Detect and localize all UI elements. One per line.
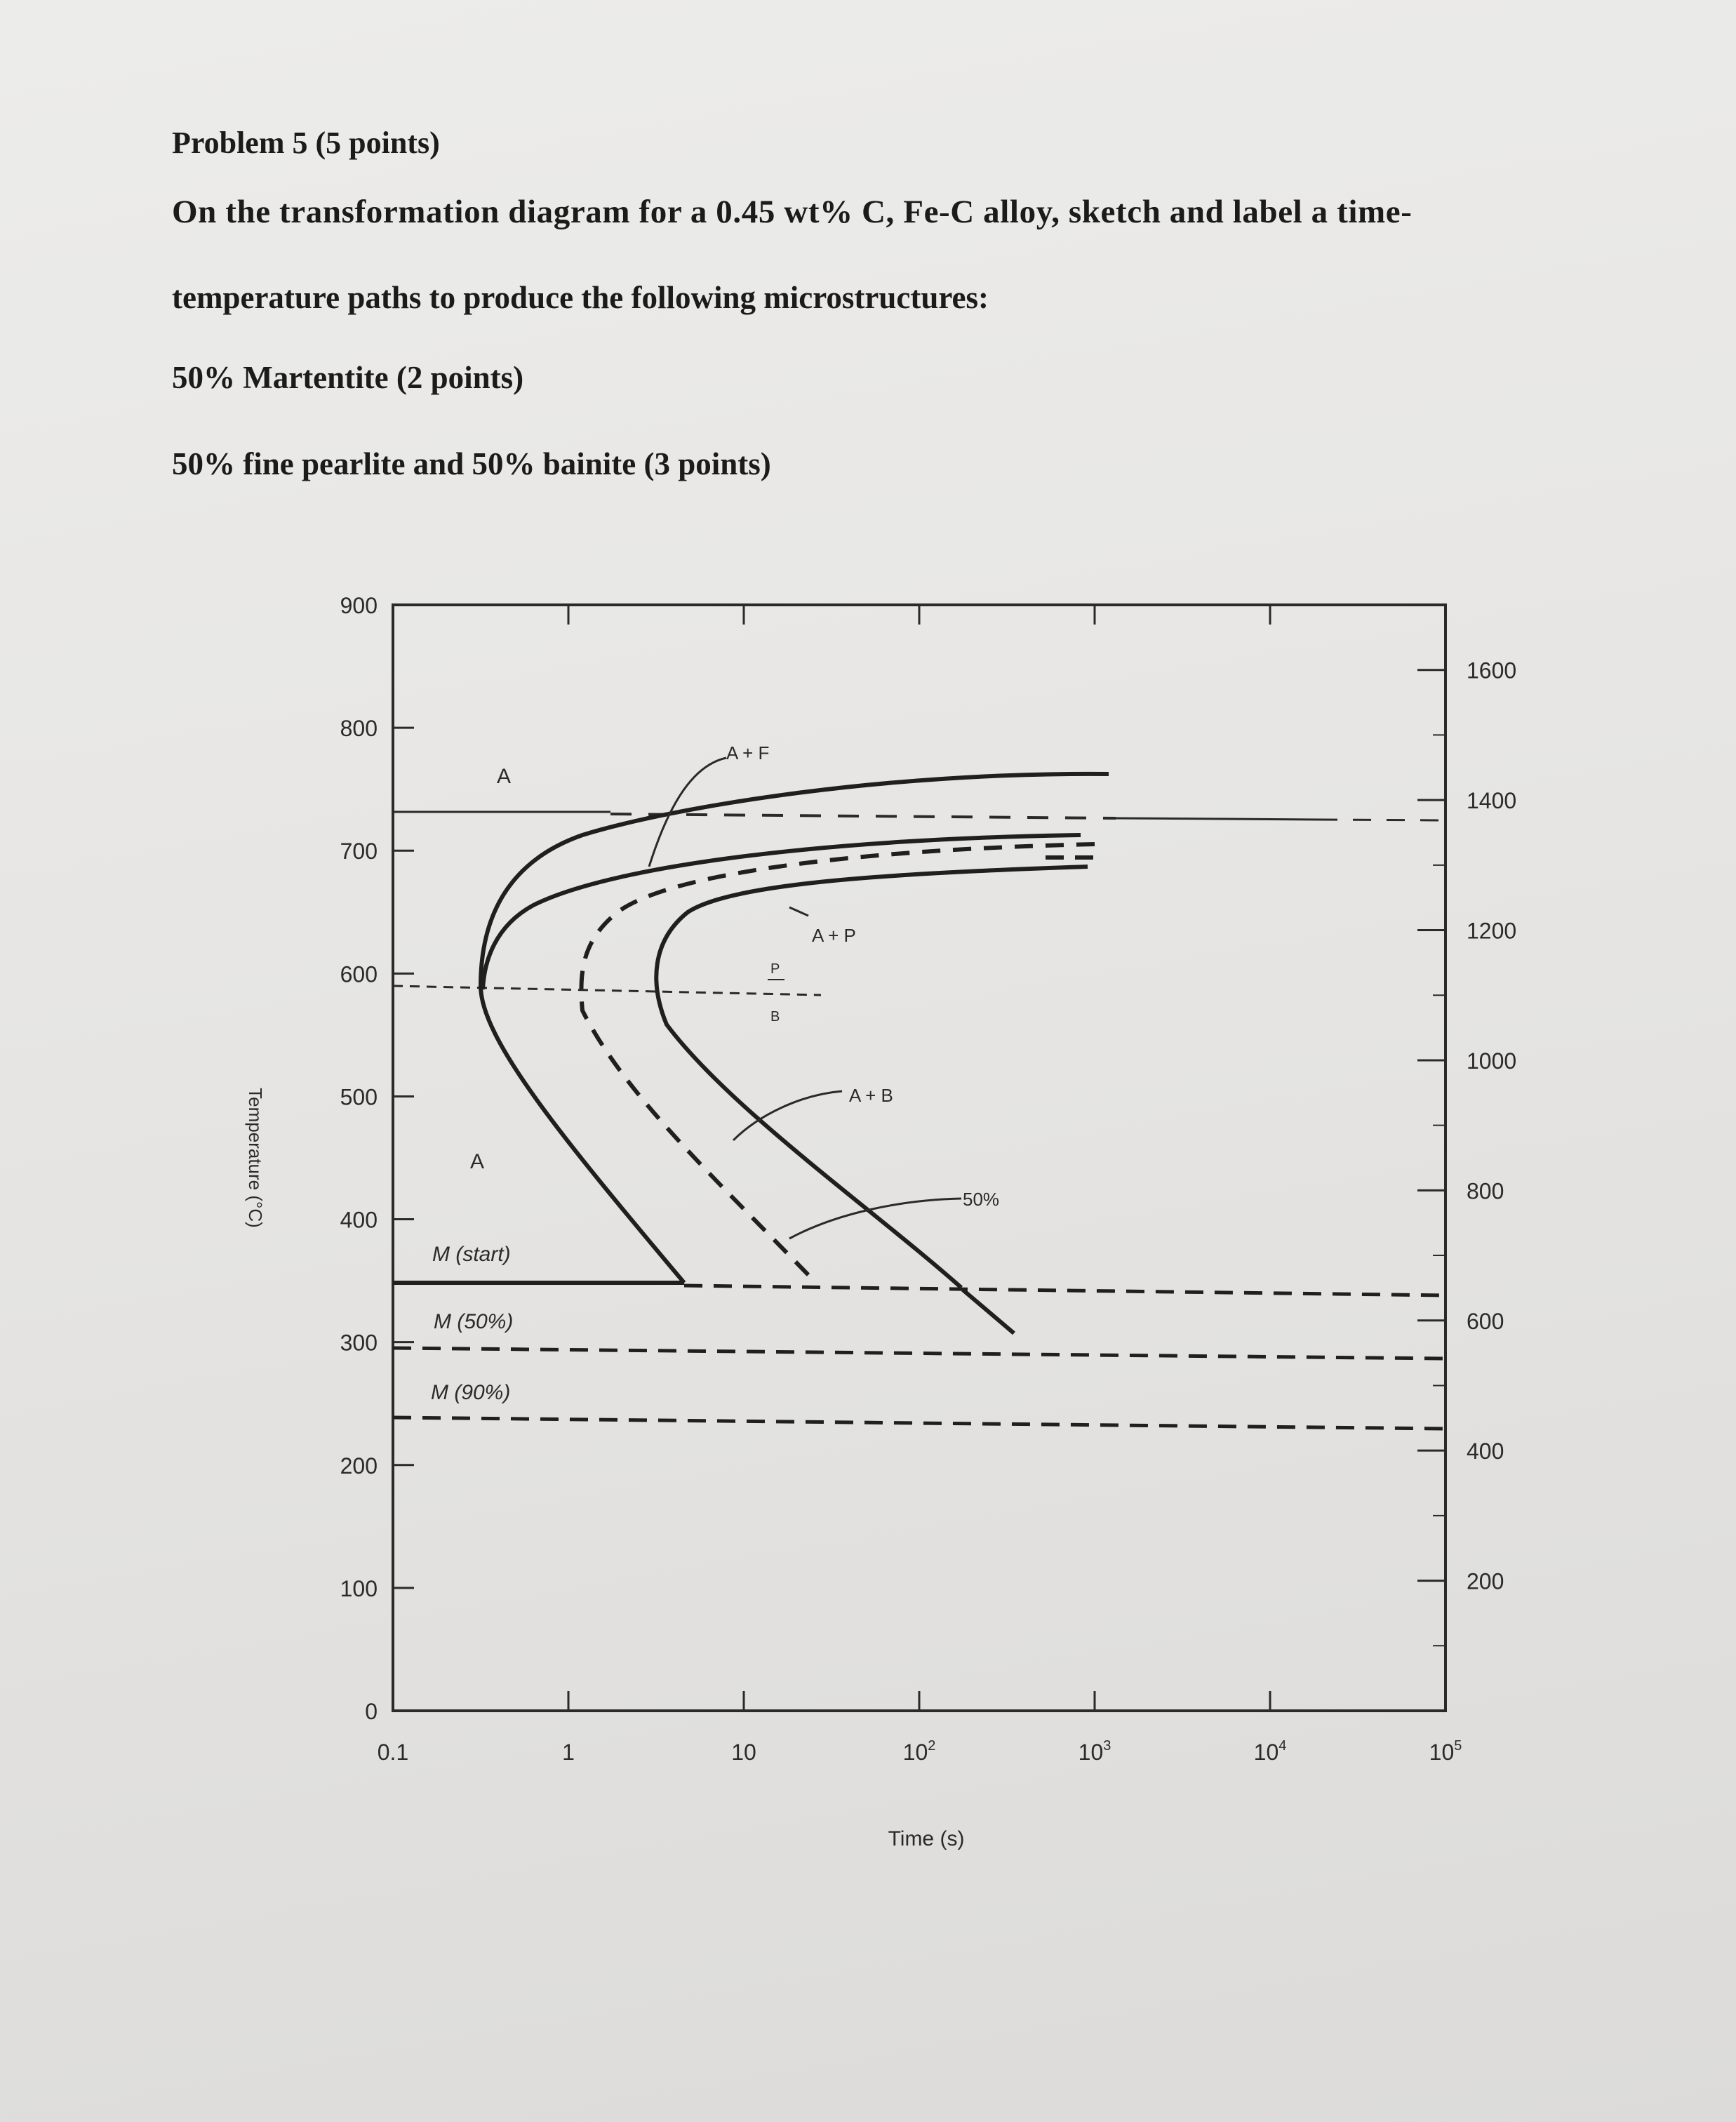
y-tick-label-right: 1000 (1467, 1048, 1517, 1074)
label-a-plus-f: A + F (726, 742, 770, 763)
y-axis-label: Temperature (°C) (245, 1088, 266, 1228)
transformation-finish-curve (656, 867, 1088, 1288)
label-p-over-b-top: P (770, 961, 780, 977)
eutectoid-line-right (1116, 818, 1319, 820)
y-tick-label-right: 1600 (1467, 658, 1517, 683)
question-item-pearlite-bainite: 50% fine pearlite and 50% bainite (3 points) (172, 446, 771, 481)
label-m-start: M (start) (432, 1243, 511, 1266)
label-p-over-b-bottom: B (770, 1009, 780, 1025)
pearlite-bainite-boundary (393, 986, 821, 995)
x-tick-label: 1 (562, 1740, 575, 1765)
plot-frame (393, 605, 1445, 1711)
m90-line (393, 1417, 1445, 1429)
label-m-ninety: M (90%) (431, 1381, 511, 1404)
y-tick-label-left: 900 (340, 593, 378, 618)
y-tick-label-left: 500 (340, 1084, 378, 1110)
x-tick-label: 10 (731, 1740, 756, 1765)
question-item-martensite: 50% Martentite (2 points) (172, 360, 524, 395)
y-tick-label-left: 100 (340, 1575, 378, 1601)
ferrite-start-curve (483, 835, 1081, 989)
x-tick-label: $10^5$ (1429, 1738, 1462, 1765)
fifty-percent-curve (581, 844, 1095, 1277)
label-austenite-top: A (497, 765, 512, 788)
y-tick-label-right: 1200 (1467, 918, 1517, 944)
y-tick-label-right: 200 (1467, 1568, 1504, 1594)
a-plus-p-leader (789, 907, 808, 916)
y-tick-label-left: 800 (340, 716, 378, 742)
axis-ticks (393, 605, 1445, 1711)
y-tick-label-left: 400 (340, 1207, 378, 1233)
a-plus-b-leader (733, 1091, 842, 1140)
y-tick-label-left: 0 (365, 1699, 378, 1724)
y-tick-label-left: 600 (340, 961, 378, 987)
m50-line (393, 1348, 1445, 1359)
y-tick-label-right: 800 (1467, 1178, 1504, 1204)
label-a-plus-p: A + P (812, 925, 856, 946)
problem-title: Problem 5 (5 points) (172, 126, 440, 160)
x-tick-label: 0.1 (377, 1740, 409, 1765)
y-tick-label-right: 1400 (1467, 788, 1517, 814)
y-tick-label-left: 200 (340, 1453, 378, 1479)
label-a-plus-b: A + B (849, 1085, 893, 1106)
question-line-2: temperature paths to produce the following microstructures: (172, 280, 989, 315)
y-tick-label-left: 300 (340, 1330, 378, 1356)
label-m-fifty: M (50%) (434, 1310, 514, 1333)
x-axis-label: Time (s) (888, 1827, 965, 1850)
label-austenite-bottom: A (470, 1150, 485, 1173)
question-line-1: On the transformation diagram for a 0.45 wt% C, Fe-C alloy, sketch and label a time- (172, 194, 1413, 230)
x-tick-label: $10^3$ (1078, 1738, 1111, 1765)
y-tick-label-right: 400 (1467, 1439, 1504, 1464)
y-tick-label-left: 700 (340, 839, 378, 865)
finish-curve-tail (963, 1290, 1014, 1333)
y-tick-label-right: 600 (1467, 1308, 1504, 1334)
ms-line-dashed (684, 1286, 1445, 1295)
label-fifty-percent: 50% (963, 1189, 1000, 1210)
x-tick-label: $10^2$ (902, 1738, 936, 1765)
x-tick-label: $10^4$ (1253, 1738, 1287, 1765)
eutectoid-line-dashed (610, 814, 1116, 818)
